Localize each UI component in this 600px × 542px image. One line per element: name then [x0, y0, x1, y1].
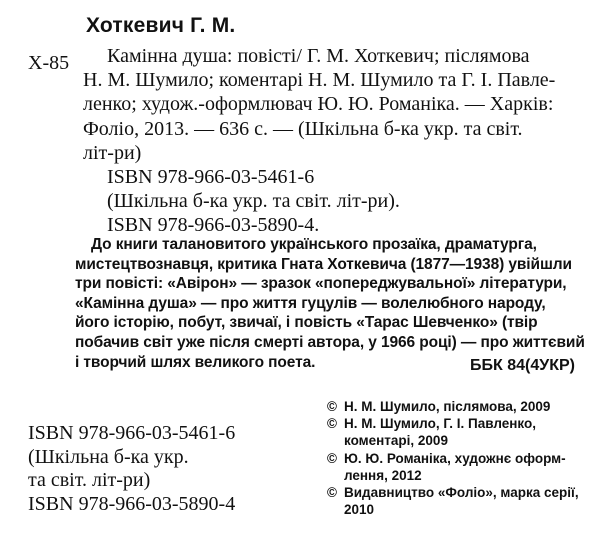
copyright-entry — [327, 415, 595, 449]
copyright-block — [327, 398, 595, 518]
annotation-line: його історію, побут, звичаї, і повість «Тарас Шевченко» (твір — [75, 314, 538, 332]
description-line: Фоліо, 2013. — 636 с. — (Шкільна б-ка укр. та світ. — [83, 117, 523, 140]
isbn-line: ISBN 978-966-03-5890-4 — [28, 492, 236, 515]
isbn-line: ISBN 978-966-03-5890-4. — [107, 214, 320, 237]
series-line: (Шкільна б-ка укр. — [28, 445, 189, 468]
copyright-entry — [327, 484, 595, 518]
annotation-line: мистецтвознавця, критика Гната Хоткевича (1877—1938) увійшли — [75, 255, 572, 273]
copyright-entry — [327, 450, 595, 484]
description-line: Камінна душа: повісті/ Г. М. Хоткевич; післямова — [107, 45, 530, 67]
copyright-text: Ю. Ю. Романіка, художнє оформ- — [344, 450, 566, 466]
description-line: ленко; худож.-оформлювач Ю. Ю. Романіка. — Харків: — [83, 93, 554, 116]
annotation — [75, 235, 585, 372]
copyright-icon: © — [327, 485, 337, 501]
series-line: та світ. літ-ри) — [28, 469, 151, 491]
copyright-icon: © — [327, 416, 337, 432]
isbn-line: ISBN 978-966-03-5461-6 — [107, 166, 315, 189]
copyright-icon: © — [327, 399, 337, 414]
copyright-text: Н. М. Шумило, Г. І. Павленко, — [344, 416, 537, 432]
annotation-line: побачив світ уже після смерті автора, у 1966 році) — про життєвий — [75, 333, 585, 351]
bibliographic-description — [83, 44, 583, 238]
copyright-text: Видавництво «Фоліо», марка серії, — [344, 485, 579, 501]
annotation-line: До книги талановитого українського прозаїка, драматурга, — [91, 236, 537, 253]
call-number: Х-85 — [28, 52, 70, 74]
author-heading: Хоткевич Г. М. — [86, 14, 236, 37]
copyright-text: Н. М. Шумило, післямова, 2009 — [344, 399, 551, 414]
copyright-text: лення, 2012 — [344, 467, 422, 483]
bbk-code: ББК 84(4УКР) — [470, 357, 575, 374]
copyright-entry — [327, 398, 595, 415]
copyright-text: коментарі, 2009 — [344, 433, 448, 449]
description-line: літ-ри) — [83, 141, 142, 164]
copyright-text: 2010 — [344, 502, 375, 518]
annotation-line: і творчий шлях великого поета. — [75, 353, 316, 371]
copyright-icon: © — [327, 450, 337, 466]
isbn-block — [28, 422, 235, 516]
annotation-line: «Камінна душа» — про життя гуцулів — волелюбного народу, — [75, 294, 546, 312]
annotation-line: три повісті: «Авірон» — зразок «попереджувальної» літератури, — [75, 275, 567, 293]
description-line: Н. М. Шумило; коментарі Н. М. Шумило та Г. І. Павле- — [83, 69, 556, 92]
isbn-line: ISBN 978-966-03-5461-6 — [28, 422, 236, 444]
series-line: (Шкільна б-ка укр. та світ. літ-ри). — [107, 190, 400, 213]
